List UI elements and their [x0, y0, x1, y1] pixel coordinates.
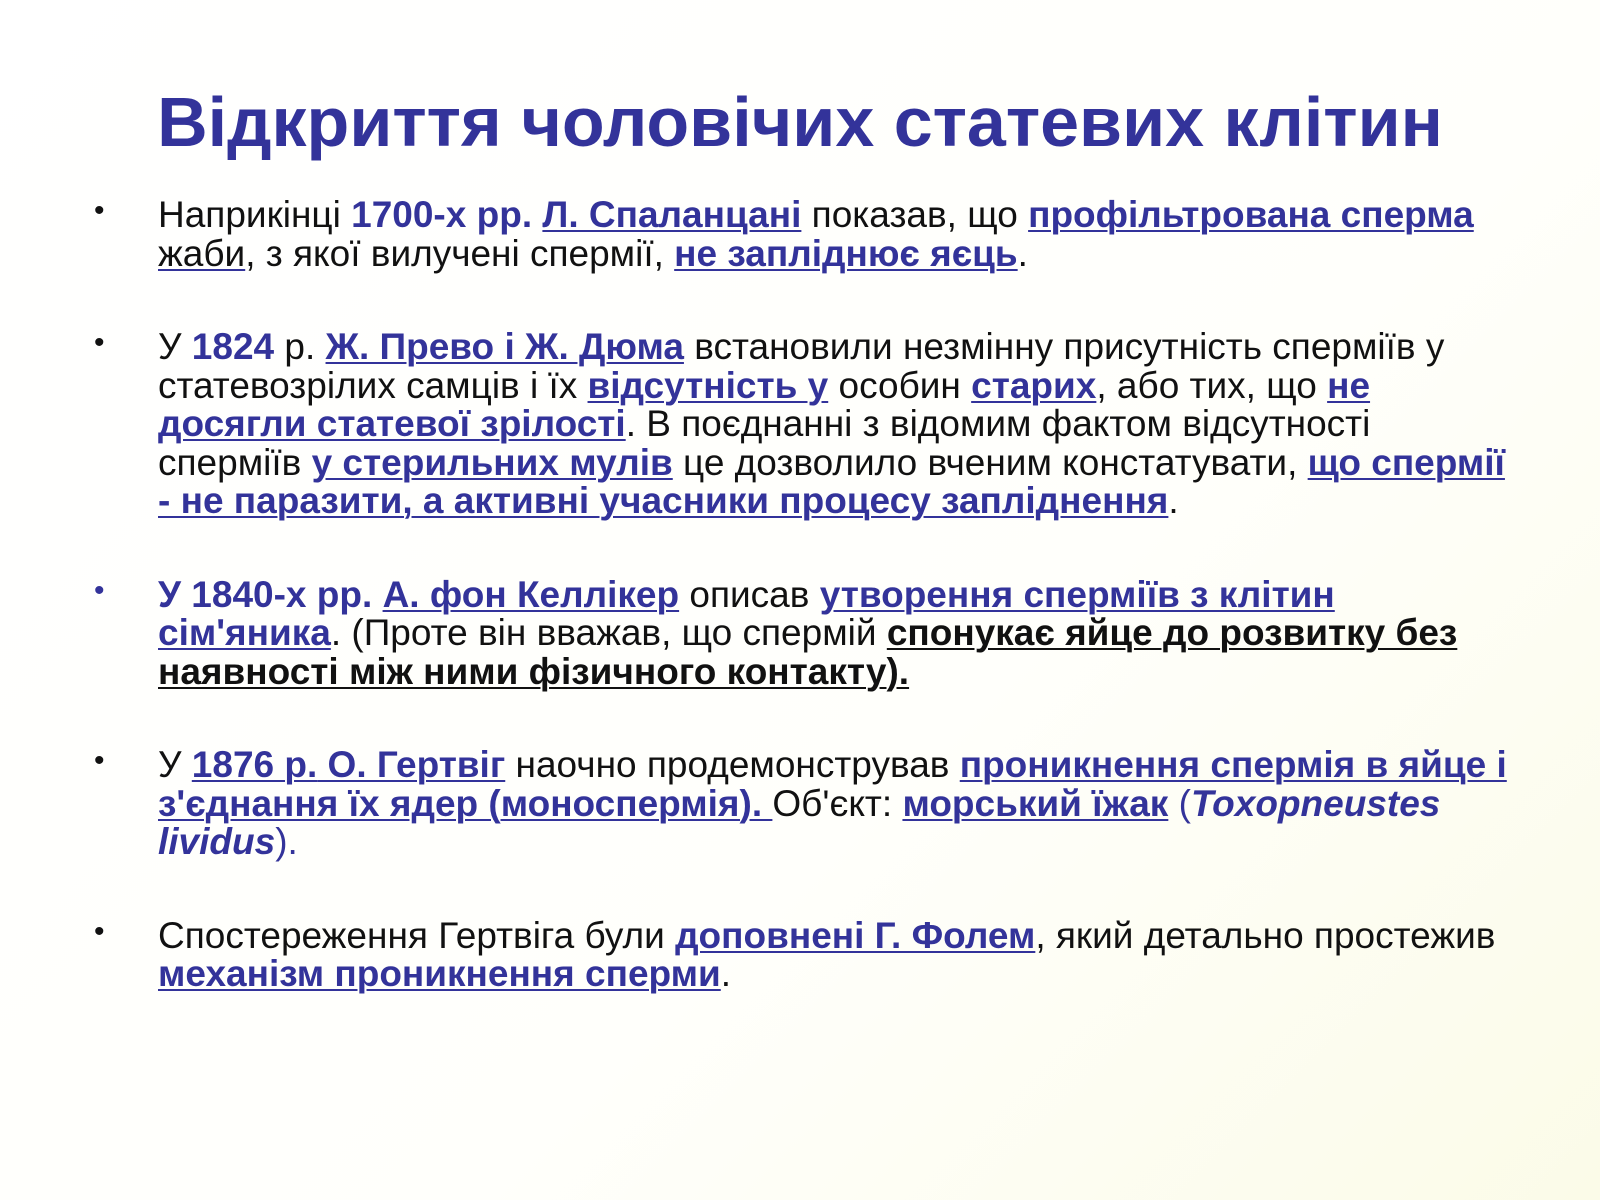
bullet-text: наочно продемонстрував — [505, 744, 960, 785]
scientist-link[interactable]: доповнені Г. Фолем — [675, 914, 1036, 956]
bullet-text: Спостереження Гертвіга були — [158, 914, 676, 956]
term-link[interactable]: що спермії - не паразити, а активні учасники процесу запліднення — [158, 441, 1505, 521]
slide-title: Відкриття чоловічих статевих клітин — [157, 83, 1443, 161]
bullet-text: . В поєднанні з відомим фактом відсутності сперміїв — [158, 403, 1371, 483]
date-link[interactable]: 1876 р. — [191, 744, 318, 785]
bullet-text: встановили незмінну присутність сперміїв у статевозрілих самців і їх — [158, 326, 1445, 406]
bullet-text: . — [1017, 232, 1028, 274]
scientist-link[interactable]: Ж. Прево і Ж. Дюма — [325, 326, 684, 367]
bullet-text: . — [720, 953, 732, 994]
date-highlight: 1700-х рр. — [351, 194, 543, 235]
term-link[interactable]: морський їжак — [902, 782, 1169, 824]
term-link[interactable]: проникнення спермія в яйце і з'єднання їх ядер (моноспермія). — [158, 744, 1507, 824]
term-link[interactable]: відсутність у — [587, 364, 829, 406]
term-link[interactable]: жаби — [158, 232, 246, 274]
bullet-text: Наприкінці — [158, 194, 352, 235]
bullet-kolliker — [90, 573, 1510, 692]
bullet-text: У — [158, 744, 192, 785]
bullet-text: ( — [1168, 782, 1191, 824]
date-highlight: У 1840-х рр. — [158, 573, 383, 615]
term-link[interactable]: механізм проникнення сперми — [158, 953, 721, 994]
bullet-text: . (Проте він вважав, що спермій — [330, 612, 887, 653]
scientist-link[interactable]: О. Гертвіг — [317, 744, 506, 785]
species-name: Toxopneustes lividus — [158, 782, 1441, 862]
bullet-text: У — [158, 326, 192, 367]
bullet-text: особин — [828, 364, 972, 406]
date-highlight: 1824 — [191, 326, 275, 367]
bullet-text: показав, що — [801, 194, 1029, 235]
bullet-prevost-dumas — [90, 328, 1510, 521]
term-link[interactable]: не досягли статевої зрілості — [158, 364, 1371, 444]
scientist-link[interactable]: Л. Спаланцані — [542, 194, 802, 235]
bullet-text: , або тих, що — [1096, 364, 1328, 406]
bullet-text: описав — [679, 573, 820, 615]
bullet-text: . — [1168, 480, 1179, 521]
bullet-spallanzani — [90, 196, 1510, 273]
term-link[interactable]: старих — [971, 364, 1097, 406]
bullet-text: , з якої вилучені спермії, — [245, 232, 675, 274]
bullet-list — [90, 196, 1510, 1049]
bullet-hertwig — [90, 746, 1510, 862]
bullet-text: , який детально простежив — [1035, 914, 1496, 956]
bullet-text: ). — [275, 821, 298, 862]
bullet-text: Об'єкт: — [772, 782, 903, 824]
term-link[interactable]: утворення сперміїв з клітин сім'яника — [158, 573, 1335, 653]
scientist-link[interactable]: А. фон Келлікер — [382, 573, 680, 615]
term-link[interactable]: профільтрована сперма — [1028, 194, 1474, 235]
term-link[interactable]: не запліднює яєць — [674, 232, 1018, 274]
emphasis-link[interactable]: спонукає яйце до розвитку без наявності між ними фізичного контакту). — [158, 612, 1458, 692]
term-link[interactable]: у стерильних мулів — [311, 441, 673, 483]
bullet-text: це дозволило вченим констатувати, — [672, 441, 1308, 483]
bullet-fol — [90, 914, 1510, 994]
bullet-text: р. — [274, 326, 326, 367]
